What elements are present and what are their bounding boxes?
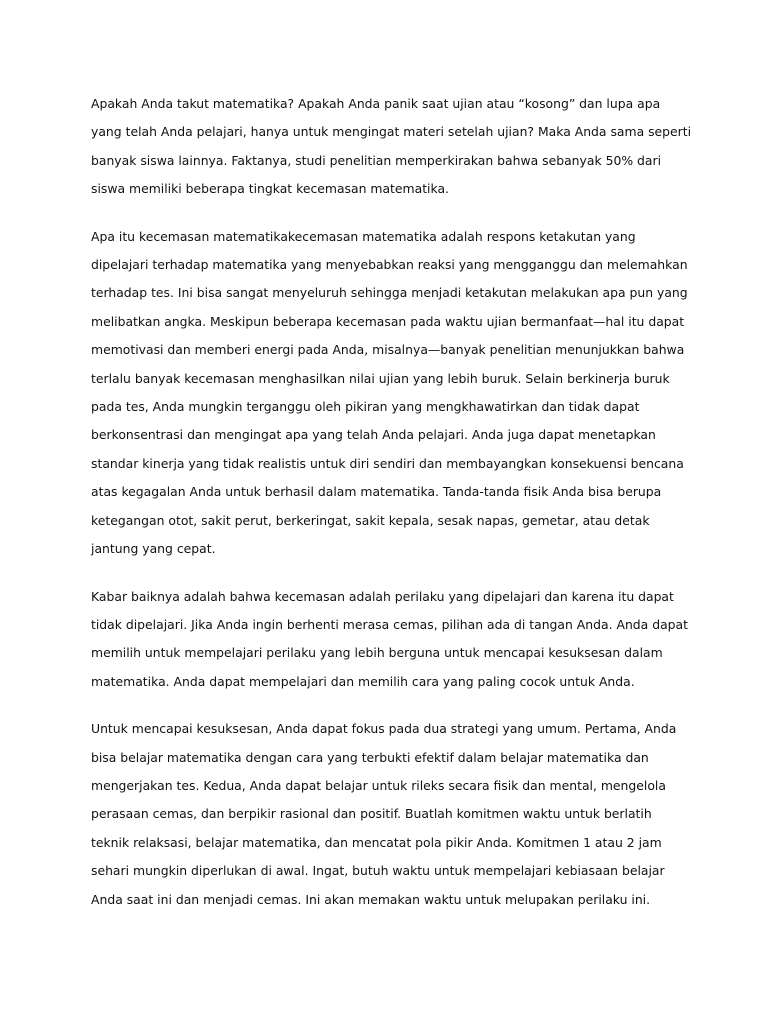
text-line: atas kegagalan Anda untuk berhasil dalam matematika. Tanda-tanda fisik Anda bisa berupa — [91, 484, 662, 500]
text-line: memotivasi dan memberi energi pada Anda, misalnya—banyak penelitian menunjukkan bahwa — [91, 342, 685, 358]
text-line: standar kinerja yang tidak realistis untuk diri sendiri dan membayangkan konsekuensi bencana — [91, 455, 684, 471]
paragraph-3 — [91, 583, 686, 697]
text-line: Kabar baiknya adalah bahwa kecemasan adalah perilaku yang dipelajari dan karena itu dapat — [91, 588, 674, 604]
text-line: Anda saat ini dan menjadi cemas. Ini akan memakan waktu untuk melupakan perilaku ini. — [91, 891, 651, 907]
text-line: siswa memiliki beberapa tingkat kecemasan matematika. — [91, 181, 449, 197]
text-line: matematika. Anda dapat mempelajari dan memilih cara yang paling cocok untuk Anda. — [91, 673, 635, 689]
document-body — [91, 90, 692, 933]
text-line: teknik relaksasi, belajar matematika, dan mencatat pola pikir Anda. Komitmen 1 atau 2 jam — [91, 834, 662, 850]
text-line: Apakah Anda takut matematika? Apakah Anda panik saat ujian atau “kosong” dan lupa apa — [91, 96, 661, 111]
text-line: Apa itu kecemasan matematikakecemasan matematika adalah respons ketakutan yang — [91, 228, 636, 244]
text-line: berkonsentrasi dan mengingat apa yang telah Anda pelajari. Anda juga dapat menetapkan — [91, 427, 656, 443]
text-line: mengerjakan tes. Kedua, Anda dapat belajar untuk rileks secara fisik dan mental, mengelola — [91, 777, 666, 793]
text-line: yang telah Anda pelajari, hanya untuk mengingat materi setelah ujian? Maka Anda sama seperti — [91, 124, 692, 140]
text-line: dipelajari terhadap matematika yang menyebabkan reaksi yang mengganggu dan melemahkan — [91, 257, 688, 273]
text-line: banyak siswa lainnya. Faktanya, studi penelitian memperkirakan bahwa sebanyak 50% dari — [91, 152, 662, 168]
text-line: memilih untuk mempelajari perilaku yang lebih berguna untuk mencapai kesuksesan dalam — [91, 645, 663, 661]
text-line: melibatkan angka. Meskipun beberapa kecemasan pada waktu ujian bermanfaat—hal itu dapat — [91, 313, 685, 329]
text-line: sehari mungkin diperlukan di awal. Ingat, butuh waktu untuk mempelajari kebiasaan belajar — [91, 863, 665, 879]
text-line: terlalu banyak kecemasan menghasilkan nilai ujian yang lebih buruk. Selain berkinerja buruk — [91, 370, 670, 386]
paragraph-1 — [91, 90, 692, 204]
paragraph-4 — [91, 715, 686, 914]
paragraph-2 — [91, 223, 686, 564]
text-line: jantung yang cepat. — [91, 541, 216, 557]
text-line: bisa belajar matematika dengan cara yang terbukti efektif dalam belajar matematika dan — [91, 749, 649, 765]
text-line: terhadap tes. Ini bisa sangat menyeluruh sehingga menjadi ketakutan melakukan apa pun yang — [91, 285, 688, 301]
text-line: pada tes, Anda mungkin terganggu oleh pikiran yang mengkhawatirkan dan tidak dapat — [91, 399, 640, 415]
text-line: perasaan cemas, dan berpikir rasional dan positif. Buatlah komitmen waktu untuk berlatih — [91, 806, 652, 822]
text-line: tidak dipelajari. Jika Anda ingin berhenti merasa cemas, pilihan ada di tangan Anda. Anda dapat — [91, 616, 688, 632]
text-line: Untuk mencapai kesuksesan, Anda dapat fokus pada dua strategi yang umum. Pertama, Anda — [91, 721, 677, 737]
text-line: ketegangan otot, sakit perut, berkeringat, sakit kepala, sesak napas, gemetar, atau detak — [91, 512, 650, 528]
